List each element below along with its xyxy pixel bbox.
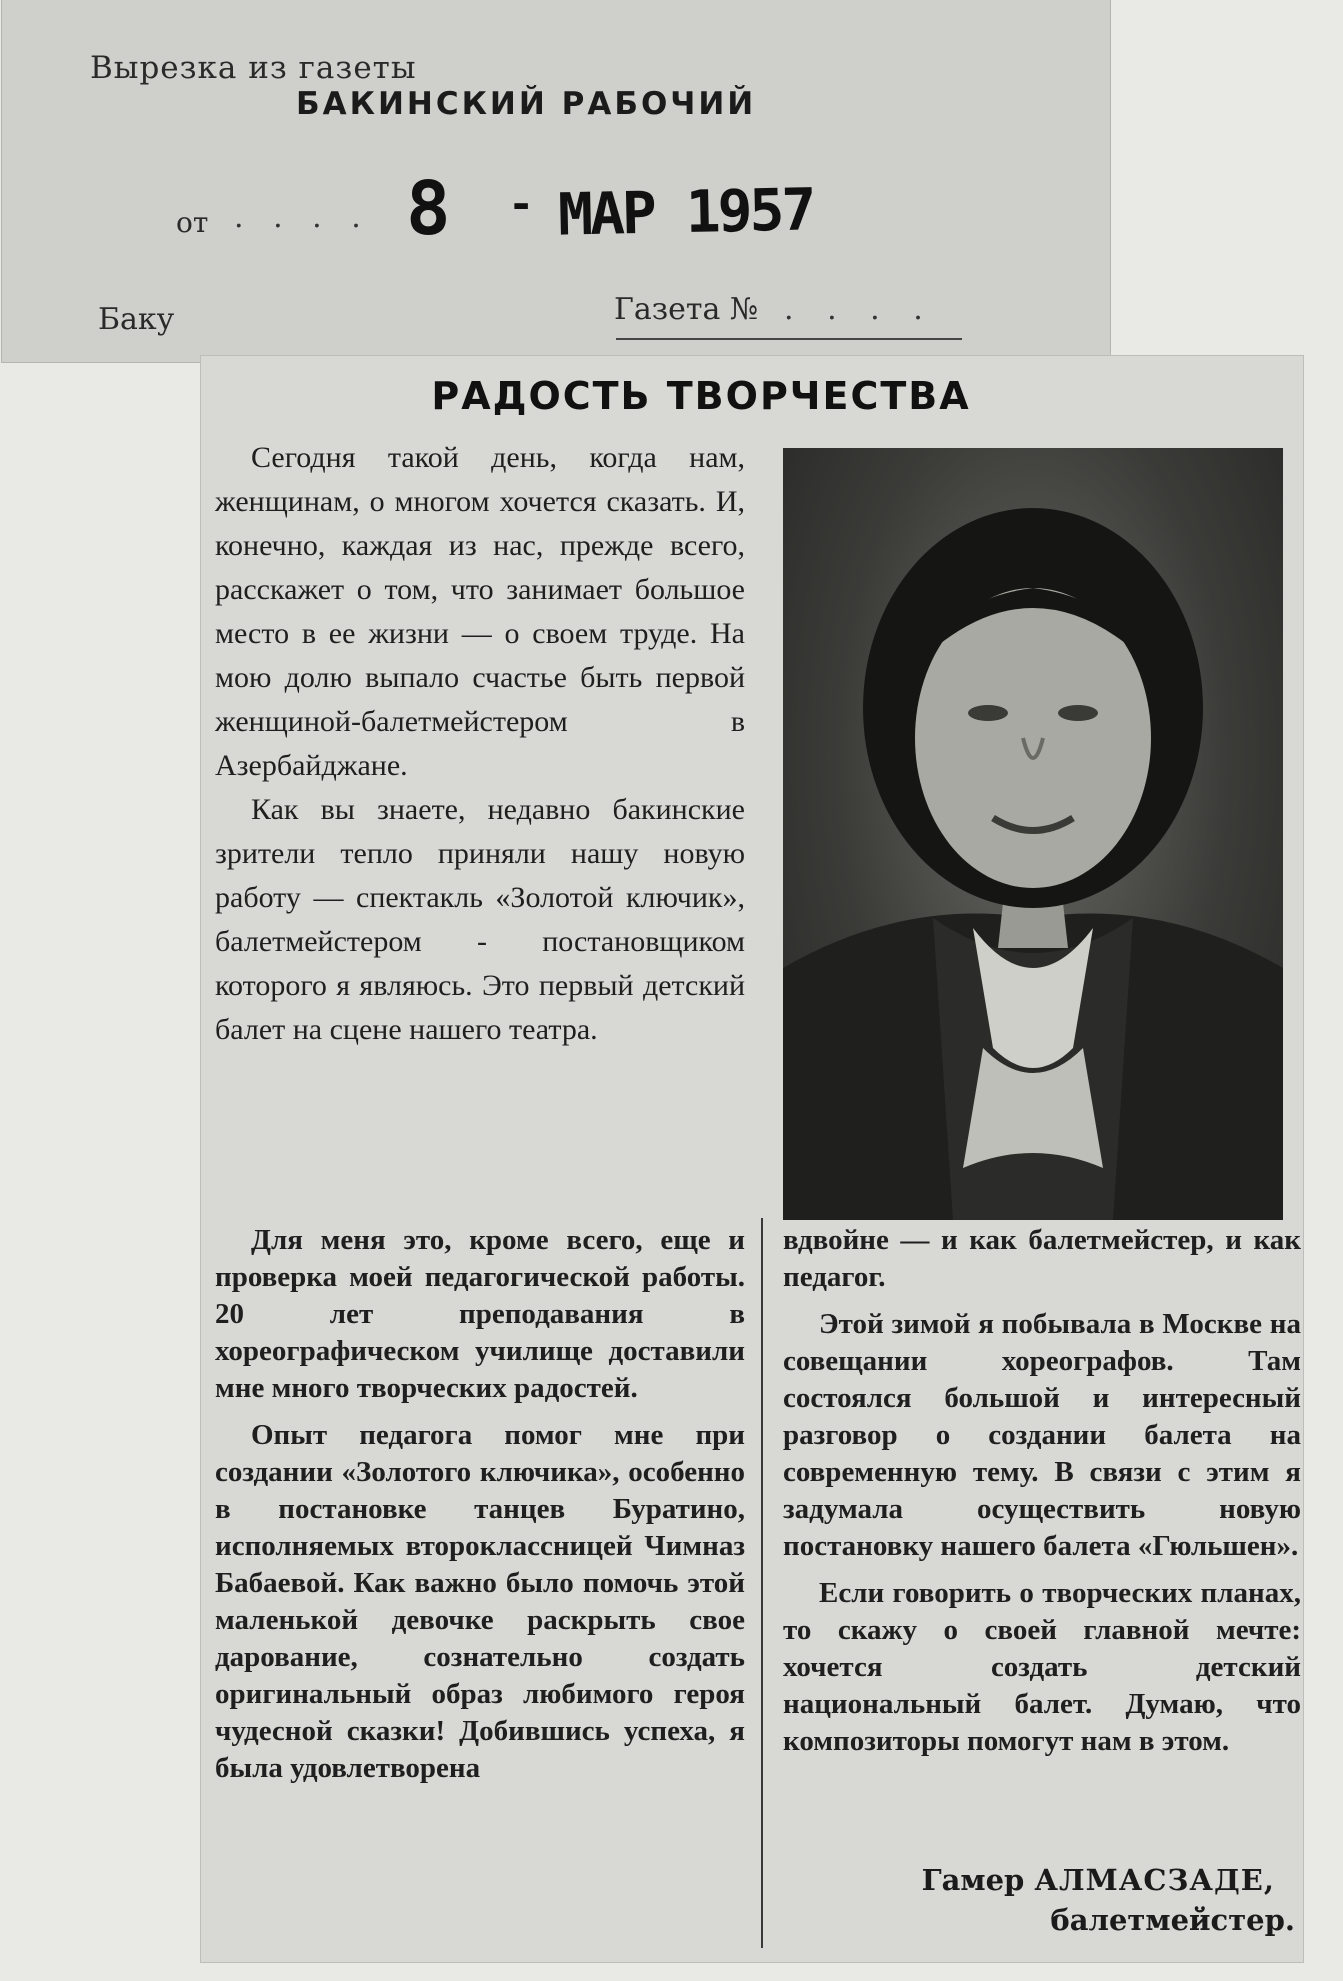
stamp-day: 8 (406, 166, 451, 252)
portrait-illustration (783, 448, 1283, 1220)
issue-underline (616, 338, 962, 340)
paragraph-2: Как вы знаете, недавно бакинские зрители тепло приняли нашу новую работу — спектакль «Золотой ключик», балетмейстером - постановщиком которого я являюсь. Это первый детский балет на сцене нашего театра. (215, 793, 745, 1046)
paragraph-4: Опыт педагога помог мне при создании «Золотого ключика», особенно в постановке танцев Буратино, исполняемых второклассницей Чимназ Бабаевой. Как важно было помочь этой маленькой девочке раскрыть свое дарование, сознательно создать оригинальный образ любимого героя чудесной сказки! Добившись успеха, я была удовлетворена (215, 1419, 745, 1784)
newspaper-clipping (201, 356, 1303, 1962)
author-first-name: Гамер (921, 1863, 1025, 1897)
author-signature (783, 1860, 1299, 1940)
date-dots: . . . . (234, 200, 371, 235)
article-right-column (783, 1222, 1301, 1760)
author-portrait-photo (783, 448, 1283, 1220)
author-role: балетмейстер. (1050, 1903, 1295, 1937)
paragraph-5: вдвойне — и как балетмейстер, и как педагог. (783, 1224, 1301, 1293)
newspaper-name: БАКИНСКИЙ РАБОЧИЙ (296, 86, 757, 122)
paragraph-3: Для меня это, кроме всего, еще и проверка моей педагогической работы. 20 лет преподавания в хореографическом училище доставили мне много творческих радостей. (215, 1224, 745, 1404)
author-last-name: АЛМАСЗАДЕ, (1034, 1863, 1275, 1897)
issue-label: Газета № (614, 292, 759, 327)
city-label: Баку (98, 302, 175, 337)
stamp-month-year: МАР 1957 (557, 175, 815, 249)
clipping-bureau-slip (2, 0, 1110, 362)
paragraph-7: Если говорить о творческих планах, то скажу о своей главной мечте: хочется создать детский национальный балет. Думаю, что композиторы помогут нам в этом. (783, 1577, 1301, 1757)
article-headline: РАДОСТЬ ТВОРЧЕСТВА (431, 374, 971, 418)
article-left-column (215, 1222, 745, 1787)
article-intro-column (215, 436, 745, 1052)
column-divider (761, 1218, 763, 1948)
slip-label: Вырезка из газеты (90, 50, 417, 86)
paragraph-1: Сегодня такой день, когда нам, женщинам, о многом хочется сказать. И, конечно, каждая из нас, прежде всего, расскажет о том, что занимает большое место в ее жизни — о своем труде. На мою долю выпало счастье быть первой женщиной-балетмейстером в Азербайджане. (215, 441, 745, 782)
paragraph-6: Этой зимой я побывала в Москве на совещании хореографов. Там состоялся большой и интересный разговор о создании балета на современную тему. В связи с этим я задумала осуществить новую постановку нашего балета «Гюльшен». (783, 1308, 1301, 1562)
stamp-dash: - (512, 178, 531, 229)
author-name (783, 1860, 1299, 1900)
issue-dots: . . . . (784, 292, 935, 327)
date-prefix: от (176, 206, 209, 239)
